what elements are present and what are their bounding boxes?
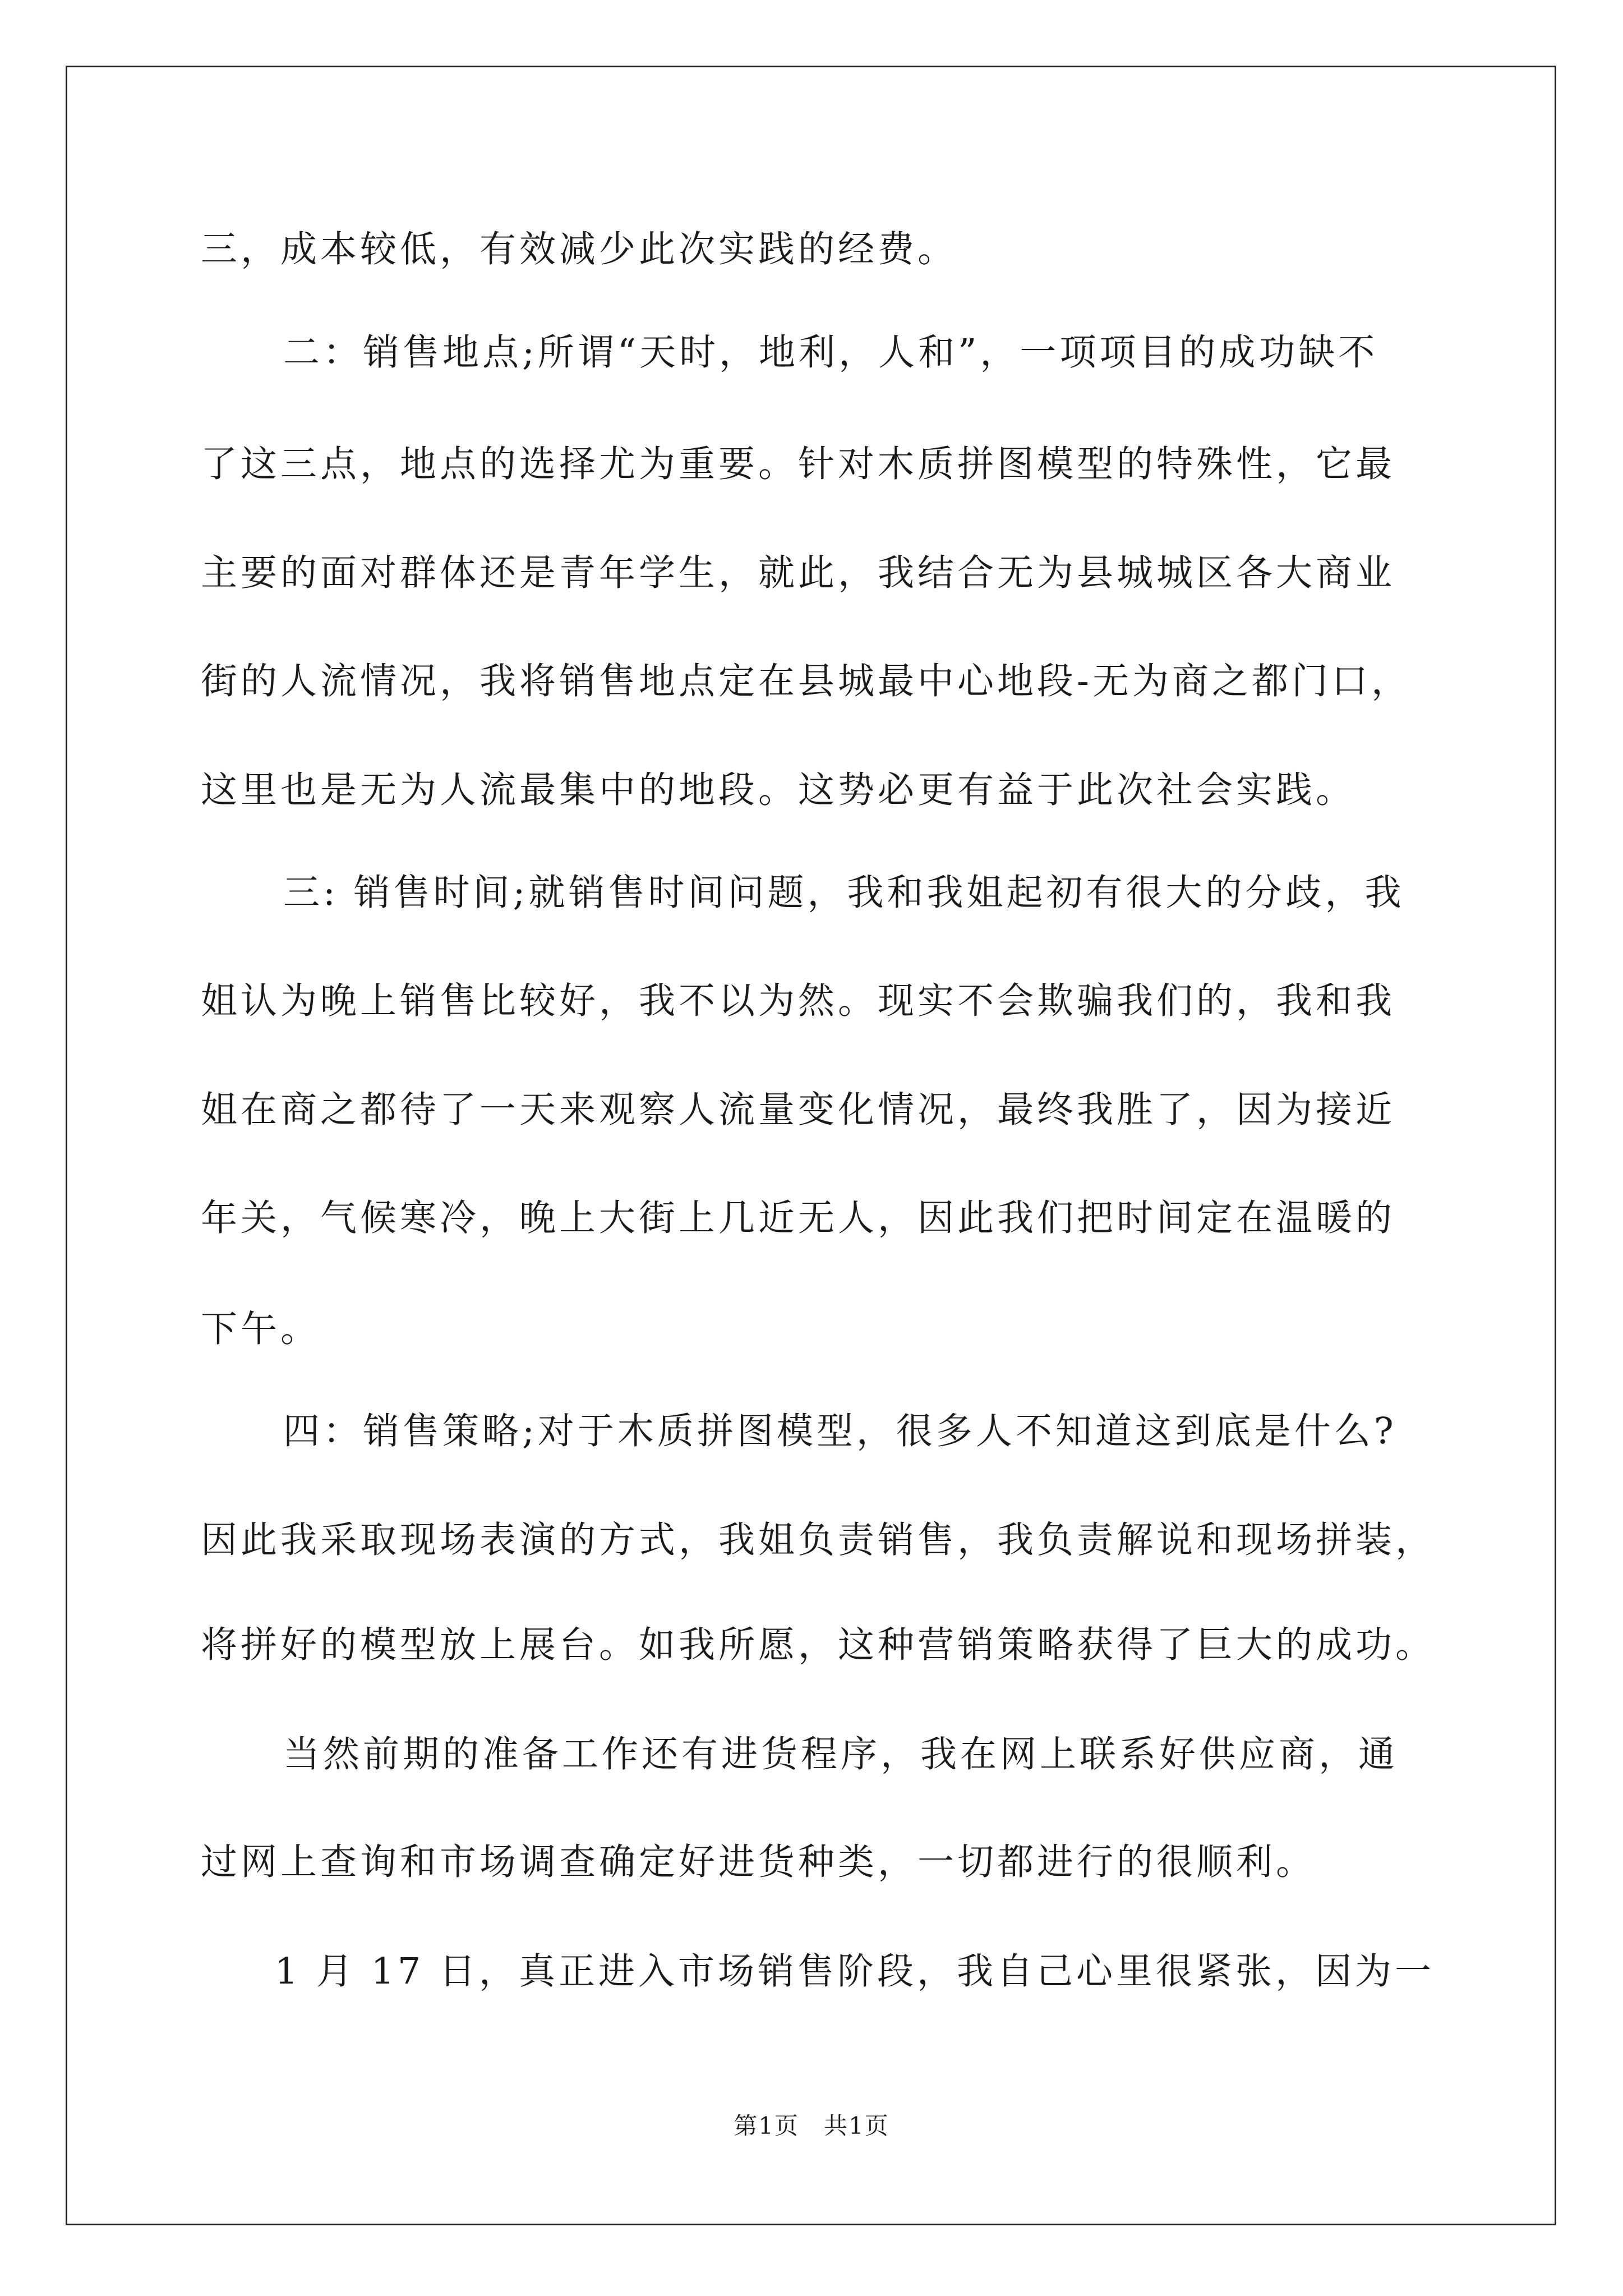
text-line: 姐在商之都待了一天来观察人流量变化情况，最终我胜了，因为接近	[201, 1089, 1396, 1131]
text-line: 1 月 17 日，真正进入市场销售阶段，我自己心里很紧张，因为一	[275, 1950, 1435, 1993]
text-line: 四：销售策略;对于木质拼图模型，很多人不知道这到底是什么?	[283, 1410, 1397, 1452]
text-line: 街的人流情况，我将销售地点定在县城最中心地段-无为商之都门口，	[201, 660, 1411, 702]
text-line: 下午。	[201, 1308, 321, 1350]
text-line: 姐认为晚上销售比较好，我不以为然。现实不会欺骗我们的，我和我	[201, 980, 1396, 1022]
text-line: 当然前期的准备工作还有进货程序，我在网上联系好供应商，通	[283, 1733, 1399, 1775]
page-border	[66, 66, 1556, 2225]
text-line: 三，成本较低，有效减少此次实践的经费。	[201, 228, 958, 270]
text-line: 主要的面对群体还是青年学生，就此，我结合无为县城城区各大商业	[201, 552, 1396, 594]
text-line: 将拼好的模型放上展台。如我所愿，这种营销策略获得了巨大的成功。	[201, 1624, 1436, 1666]
text-line: 因此我采取现场表演的方式，我姐负责销售，我负责解说和现场拼装，	[201, 1519, 1436, 1561]
text-line: 二：销售地点;所谓“天时，地利，人和”，一项项目的成功缺不	[283, 332, 1378, 374]
text-line: 这里也是无为人流最集中的地段。这势必更有益于此次社会实践。	[201, 769, 1356, 811]
text-line: 过网上查询和市场调查确定好进货种类，一切都进行的很顺利。	[201, 1841, 1316, 1883]
text-line: 三: 销售时间;就销售时间问题，我和我姐起初有很大的分歧，我	[283, 872, 1405, 914]
page-footer: 第1页 共1页	[734, 2112, 889, 2139]
text-line: 了这三点，地点的选择尤为重要。针对木质拼图模型的特殊性，它最	[201, 443, 1396, 485]
text-line: 年关，气候寒冷，晚上大街上几近无人，因此我们把时间定在温暖的	[201, 1197, 1396, 1239]
